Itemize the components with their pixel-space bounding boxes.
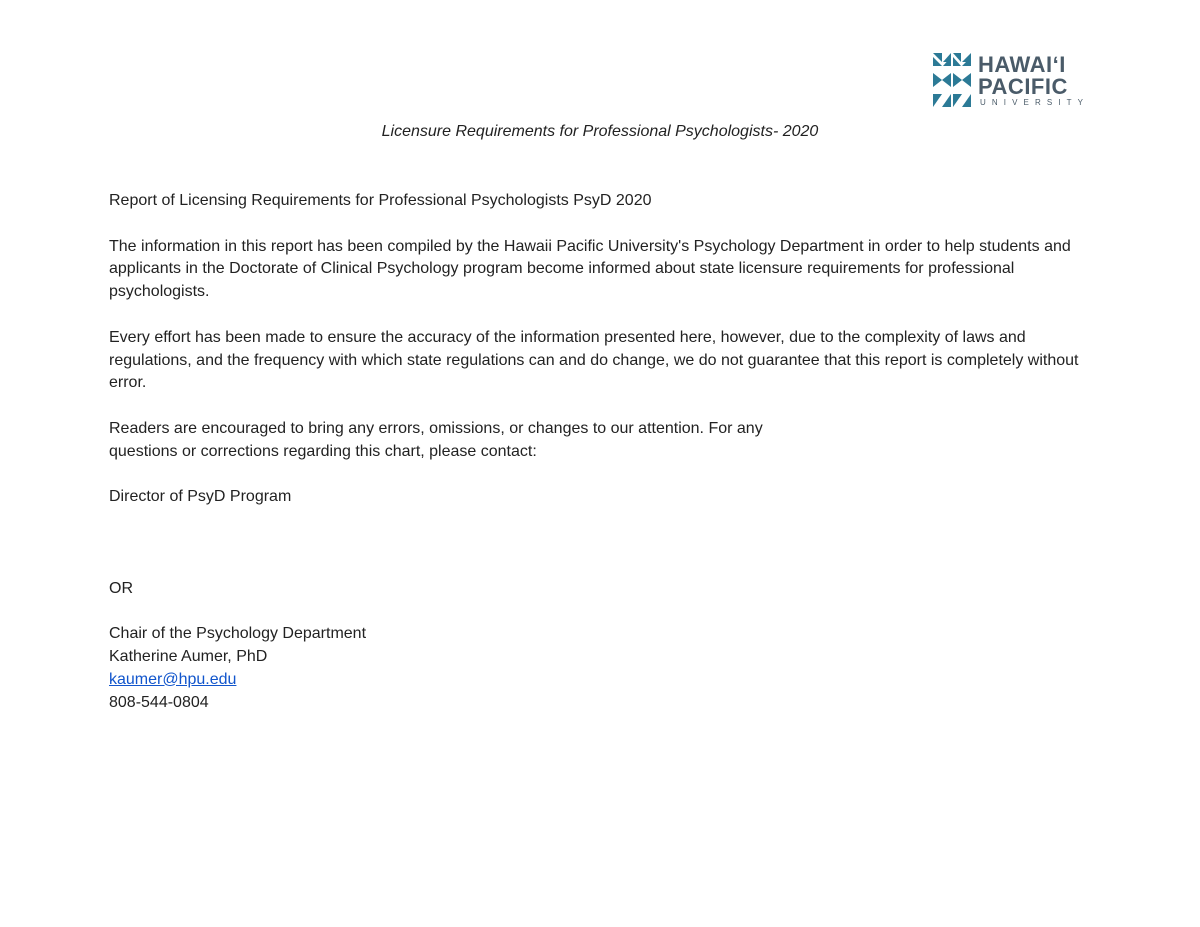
hpu-diamond-pattern-icon [933,53,971,107]
intro-paragraph: The information in this report has been compiled by the Hawaii Pacific University's Psychology Department in order to help students and applicants in the Doctorate of Clinical Psychology program become informed about state licensure requirements for professional psychologists. [109,237,1071,301]
report-heading: Report of Licensing Requirements for Professional Psychologists PsyD 2020 [109,192,652,209]
chair-title: Chair of the Psychology Department [109,625,367,643]
disclaimer-paragraph: Every effort has been made to ensure the accuracy of the information presented here, however, due to the complexity of laws and regulations, and the frequency with which state regulations can and do change, we do not guarantee that this report is completely without error. [109,328,1079,392]
director-contact: Director of PsyD Program [109,488,292,506]
document-body [109,190,1099,714]
logo-wordmark-hawaii: HAWAIʻI [978,52,1066,77]
chair-email-link[interactable]: kaumer@hpu.edu [109,670,237,688]
logo-wordmark-university: UNIVERSITY [980,98,1090,107]
hpu-logo [933,53,1093,109]
contact-paragraph-line-2: questions or corrections regarding this chart, please contact: [109,442,537,460]
contact-paragraph-line-1: Readers are encouraged to bring any errors, omissions, or changes to our attention. For any [109,419,763,437]
or-separator: OR [109,579,133,597]
chair-name: Katherine Aumer, PhD [109,647,268,665]
document-title: Licensure Requirements for Professional Psychologists- 2020 [381,123,819,140]
logo-wordmark-pacific: PACIFIC [978,74,1068,99]
chair-phone: 808-544-0804 [109,693,209,711]
